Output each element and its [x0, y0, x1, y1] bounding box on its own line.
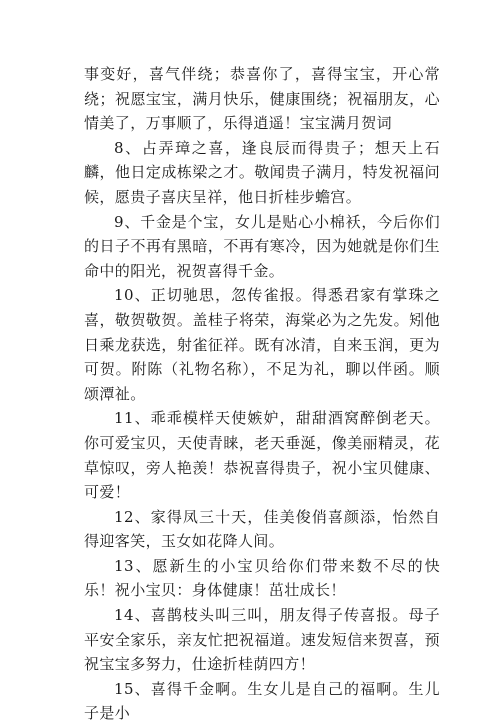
body-text: [84, 62, 440, 726]
paragraph: 12、家得凤三十天，佳美俊俏喜颜添，怡然自得迎客笑，玉女如花降人间。: [84, 507, 440, 551]
paragraph: 9、千金是个宝，女儿是贴心小棉袄，今后你们的日子不再有黑暗，不再有寒冷，因为她就是你们生命中的阳光，祝贺喜得千金。: [84, 212, 440, 280]
paragraph: 15、喜得千金啊。生女儿是自己的福啊。生儿子是小: [84, 679, 440, 723]
paragraph: 14、喜鹊枝头叫三叫，朋友得子传喜报。母子平安全家乐，亲友忙把祝福道。速发短信来贺喜，预祝宝宝多努力，仕途折桂荫四方！: [84, 606, 440, 674]
paragraph: 11、乖乖模样天使嫉妒，甜甜酒窝醉倒老天。你可爱宝贝，天使青睐，老天垂涎，像美丽精灵，花草惊叹，旁人艳羡！恭祝喜得贵子，祝小宝贝健康、可爱！: [84, 409, 440, 502]
paragraph: 13、愿新生的小宝贝给你们带来数不尽的快乐！祝小宝贝：身体健康！茁壮成长！: [84, 556, 440, 600]
paragraph: 8、占弄璋之喜，逢良辰而得贵子；想天上石麟，他日定成栋梁之才。敬闻贵子满月，特发祝福问候，愿贵子喜庆呈祥，他日折桂步蟾宫。: [84, 138, 440, 206]
paragraph: 事变好，喜气伴绕；恭喜你了，喜得宝宝，开心常绕；祝愿宝宝，满月快乐，健康围绕；祝福朋友，心情美了，万事顺了，乐得逍遥！宝宝满月贺词: [84, 65, 440, 133]
paragraph: 10、正切驰思，忽传雀报。得悉君家有掌珠之喜，敬贺敬贺。盖桂子将荣，海棠必为之先发。矧他日乘龙获选，射雀征祥。既有冰清，自来玉润，更为可贺。附陈（礼物名称），不足为礼，聊以伴函。顺颂潭祉。: [84, 286, 440, 403]
